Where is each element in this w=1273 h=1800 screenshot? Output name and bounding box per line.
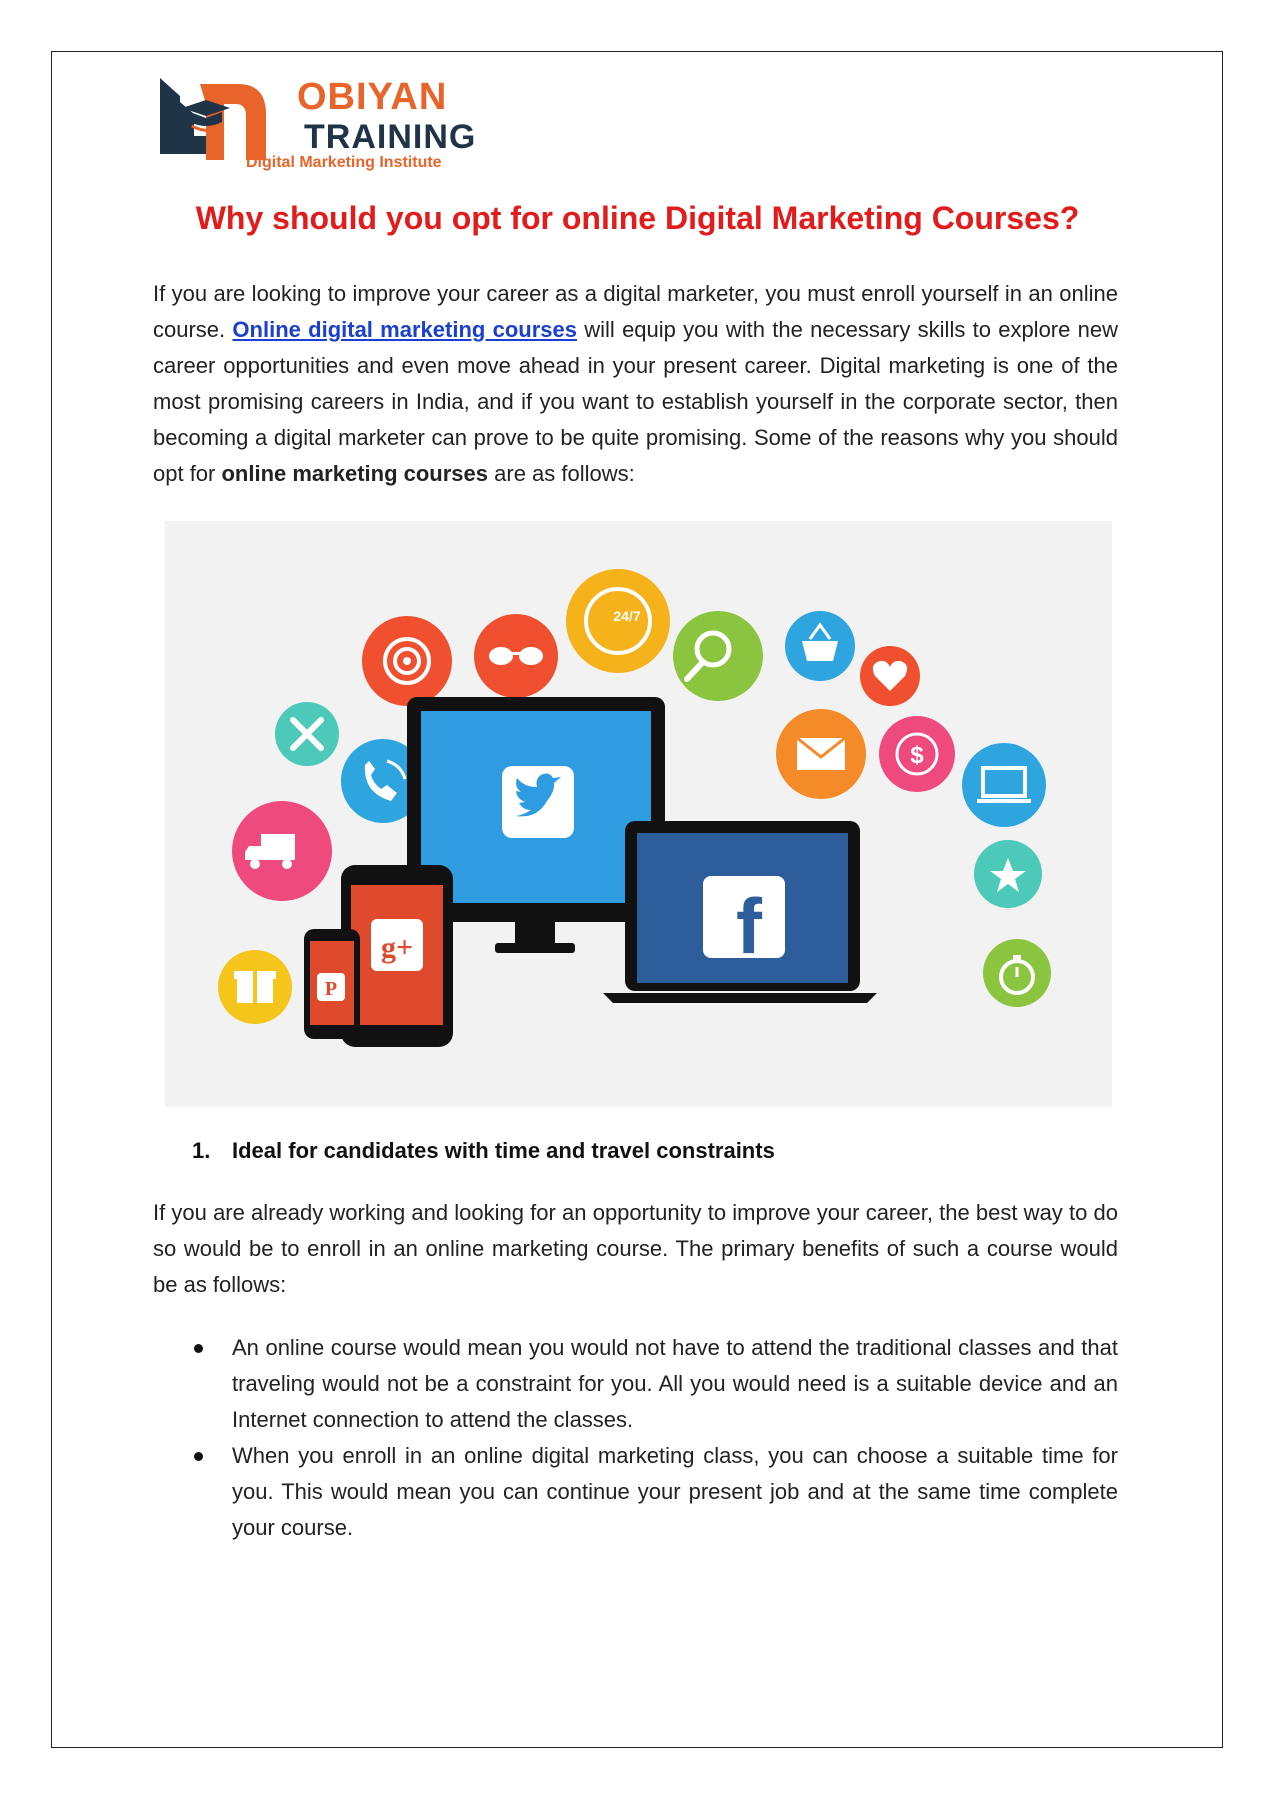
section-paragraph: If you are already working and looking for an opportunity to improve your career, the best way to do so would be to enroll in an online marketing course. The primary benefits of such a course would be as follows: — [153, 1200, 1118, 1297]
pinterest-glyph: P — [324, 978, 338, 1000]
support-label: 24/7 — [613, 608, 641, 624]
dollar-icon — [879, 716, 955, 792]
intro-text-start: If you are looking to improve your career as a digital marketer, you must enroll yourself in an online course. — [153, 281, 1118, 342]
twitter-icon — [502, 766, 574, 838]
google-plus-icon — [371, 919, 423, 971]
star-rating-icon — [974, 840, 1042, 908]
gift-icon — [218, 950, 292, 1024]
intro-bold-text: online marketing courses — [221, 461, 489, 486]
delivery-truck-icon — [232, 801, 332, 901]
laptop-icon — [962, 743, 1046, 827]
intro-paragraph — [153, 276, 1118, 492]
intro-text-end: are as follows: — [488, 461, 635, 486]
list-item — [192, 1330, 1118, 1438]
pinterest-icon — [317, 973, 345, 1001]
list-item-text: An online course would mean you would not have to attend the traditional classes and that traveling would not be a constraint for you. All you would need is a suitable device and an Internet connection to attend the classes. — [232, 1335, 1118, 1432]
intro-text-middle: will equip you with the necessary skills to explore new career opportunities and even move ahead in your present career. Digital marketing is one of the most promising careers in India, and if you want to establish yourself in the corporate sector, then becoming a digital marketer can prove to be quite promising. Some of the reasons why you should opt for — [153, 317, 1118, 486]
page-title: Why should you opt for online Digital Marketing Courses? — [195, 200, 1080, 236]
mail-icon — [776, 709, 866, 799]
brand-name-line1: OBIYAN — [297, 76, 448, 118]
target-icon — [362, 616, 452, 706]
digital-marketing-illustration — [165, 521, 1112, 1107]
search-icon — [673, 611, 763, 701]
logo-mark-icon — [154, 74, 284, 162]
list-item — [192, 1438, 1118, 1546]
bullet-dot-icon — [194, 1452, 203, 1461]
obiyan-logo — [154, 74, 514, 174]
shopping-basket-icon — [785, 611, 855, 681]
facebook-glyph: f — [736, 882, 762, 970]
section-heading — [192, 1138, 775, 1164]
sunglasses-icon — [474, 614, 558, 698]
benefits-list — [192, 1330, 1118, 1546]
online-courses-link[interactable]: Online digital marketing courses — [232, 317, 577, 342]
dollar-glyph: $ — [910, 742, 924, 769]
brand-tagline: Digital Marketing Institute — [246, 154, 442, 171]
brand-name-line2: TRAINING — [304, 118, 477, 156]
section-number: 1. — [192, 1138, 211, 1163]
google-plus-glyph: g+ — [380, 931, 414, 964]
list-item-text: When you enroll in an online digital marketing class, you can choose a suitable time for you. This would mean you can continue your present job and at the same time complete your course. — [232, 1443, 1118, 1540]
bullet-dot-icon — [194, 1344, 203, 1353]
heart-icon — [860, 646, 920, 706]
tools-icon — [275, 702, 339, 766]
section-heading-text: Ideal for candidates with time and travel constraints — [232, 1138, 775, 1163]
24-7-support-icon — [566, 569, 670, 673]
stopwatch-icon — [983, 939, 1051, 1007]
facebook-icon — [703, 876, 785, 970]
